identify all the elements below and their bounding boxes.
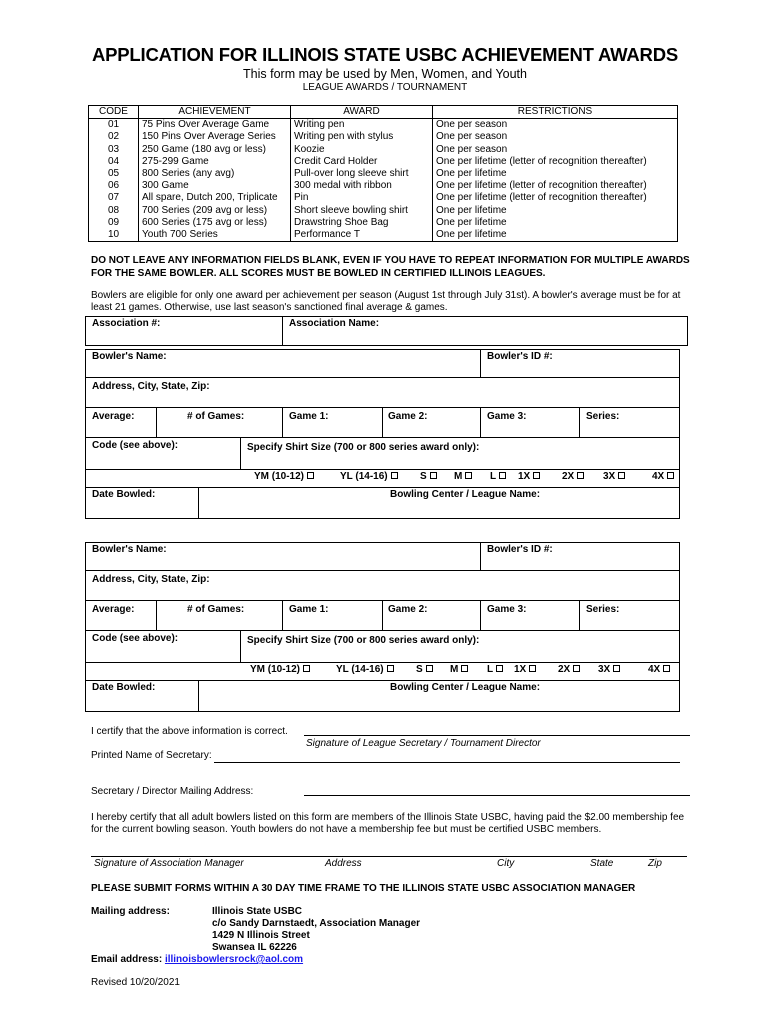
shirt-size-option[interactable] <box>562 471 584 482</box>
printed-name-label: Printed Name of Secretary: <box>91 750 212 761</box>
game2-label: Game 2: <box>388 411 428 422</box>
manager-signature-caption: Signature of Association Manager <box>94 858 244 869</box>
divider <box>382 407 383 437</box>
checkbox-icon[interactable] <box>496 665 503 672</box>
shirt-size-label: 2X <box>558 664 571 675</box>
cell-achievement: All spare, Dutch 200, Triplicate <box>139 192 291 204</box>
address-caption: Address <box>325 858 362 869</box>
divider <box>282 600 283 630</box>
divider <box>156 600 157 630</box>
game2-label: Game 2: <box>388 604 428 615</box>
certify-text: I certify that the above information is correct. <box>91 726 288 737</box>
divider <box>85 662 680 663</box>
shirt-size-label: 1X <box>514 664 527 675</box>
cell-achievement: 250 Game (180 avg or less) <box>139 144 291 156</box>
award-type-subtitle: LEAGUE AWARDS / TOURNAMENT <box>302 82 468 93</box>
cell-restrictions: One per lifetime (letter of recognition thereafter) <box>433 180 678 192</box>
eligibility-notice: Bowlers are eligible for only one award per achievement per season (August 1st through July 31st). A bowler's average must be for at least 21 games. Otherwise, use last season's sanctioned final average & games. <box>91 290 681 313</box>
divider <box>85 469 680 470</box>
shirt-size-option[interactable] <box>490 471 506 482</box>
shirt-size-label: Specify Shirt Size (700 or 800 series award only): <box>247 635 480 646</box>
cell-achievement: 800 Series (any avg) <box>139 168 291 180</box>
shirt-size-option[interactable] <box>487 664 503 675</box>
awards-table <box>88 105 678 242</box>
average-label: Average: <box>92 411 135 422</box>
mail-line-4: Swansea IL 62226 <box>212 942 297 953</box>
cell-restrictions: One per season <box>433 131 678 143</box>
cell-code: 08 <box>89 205 139 217</box>
shirt-size-option[interactable] <box>598 664 620 675</box>
bowler-id-label: Bowler's ID #: <box>487 544 553 555</box>
checkbox-icon[interactable] <box>573 665 580 672</box>
shirt-size-label: 4X <box>652 471 665 482</box>
divider <box>85 680 680 681</box>
table-row <box>89 144 678 156</box>
cell-restrictions: One per lifetime <box>433 205 678 217</box>
zip-caption: Zip <box>648 858 662 869</box>
cell-award: Pull-over long sleeve shirt <box>291 168 433 180</box>
cell-achievement: 275-299 Game <box>139 156 291 168</box>
cell-restrictions: One per lifetime <box>433 229 678 242</box>
bowler-id-field[interactable] <box>481 556 679 569</box>
code-label: Code (see above): <box>92 440 179 451</box>
checkbox-icon[interactable] <box>303 665 310 672</box>
shirt-size-option[interactable] <box>336 664 394 675</box>
divider <box>85 630 680 631</box>
shirt-size-label: YM (10-12) <box>254 471 305 482</box>
date-bowled-field[interactable] <box>86 501 197 518</box>
checkbox-icon[interactable] <box>618 472 625 479</box>
cell-achievement: 150 Pins Over Average Series <box>139 131 291 143</box>
shirt-size-label: M <box>454 471 463 482</box>
checkbox-icon[interactable] <box>426 665 433 672</box>
page-title: APPLICATION FOR ILLINOIS STATE USBC ACHIEVEMENT AWARDS <box>91 44 678 65</box>
table-row <box>89 229 678 242</box>
divider <box>480 600 481 630</box>
cell-achievement: 700 Series (209 avg or less) <box>139 205 291 217</box>
cell-achievement: 600 Series (175 avg or less) <box>139 217 291 229</box>
cell-restrictions: One per season <box>433 119 678 132</box>
bowler-id-field[interactable] <box>481 363 679 376</box>
series-label: Series: <box>586 604 620 615</box>
mailing-address-label: Secretary / Director Mailing Address: <box>91 786 254 797</box>
shirt-size-option[interactable] <box>250 664 310 675</box>
checkbox-icon[interactable] <box>533 472 540 479</box>
shirt-size-label: 2X <box>562 471 575 482</box>
divider <box>85 377 680 378</box>
shirt-size-option[interactable] <box>603 471 625 482</box>
bowling-center-field[interactable] <box>198 501 679 518</box>
mail-line-1: Illinois State USBC <box>212 906 303 917</box>
shirt-size-label: 1X <box>518 471 531 482</box>
checkbox-icon[interactable] <box>461 665 468 672</box>
code-label: Code (see above): <box>92 633 179 644</box>
cell-restrictions: One per lifetime <box>433 217 678 229</box>
cell-restrictions: One per lifetime (letter of recognition thereafter) <box>433 156 678 168</box>
cell-restrictions: One per season <box>433 144 678 156</box>
games-label: # of Games: <box>187 604 245 615</box>
table-row <box>89 192 678 204</box>
table-row <box>89 205 678 217</box>
bowler-name-field[interactable] <box>86 363 479 376</box>
association-number-field[interactable] <box>86 330 281 345</box>
divider <box>85 487 680 488</box>
bowling-center-label: Bowling Center / League Name: <box>390 489 541 500</box>
cell-code: 07 <box>89 192 139 204</box>
shirt-size-option[interactable] <box>652 471 674 482</box>
cell-achievement: 300 Game <box>139 180 291 192</box>
shirt-size-label: 3X <box>603 471 616 482</box>
shirt-size-option[interactable] <box>254 471 314 482</box>
shirt-size-option[interactable] <box>518 471 540 482</box>
table-row <box>89 119 678 132</box>
association-name-label: Association Name: <box>289 318 380 329</box>
cell-award: Pin <box>291 192 433 204</box>
cell-code: 06 <box>89 180 139 192</box>
shirt-size-option[interactable] <box>420 471 437 482</box>
divider <box>579 600 580 630</box>
submit-instructions: PLEASE SUBMIT FORMS WITHIN A 30 DAY TIME FRAME TO THE ILLINOIS STATE USBC ASSOCIATION MANAGER <box>91 883 636 894</box>
cell-award: Writing pen with stylus <box>291 131 433 143</box>
cell-code: 03 <box>89 144 139 156</box>
mail-line-2: c/o Sandy Darnstaedt, Association Manager <box>212 918 421 929</box>
cell-restrictions: One per lifetime <box>433 168 678 180</box>
shirt-size-option[interactable] <box>454 471 472 482</box>
email-label: Email address: <box>91 954 163 965</box>
checkbox-icon[interactable] <box>307 472 314 479</box>
shirt-size-label: 3X <box>598 664 611 675</box>
date-bowled-label: Date Bowled: <box>92 489 156 500</box>
shirt-size-label: M <box>450 664 459 675</box>
divider <box>156 407 157 437</box>
checkbox-icon[interactable] <box>577 472 584 479</box>
checkbox-icon[interactable] <box>529 665 536 672</box>
divider <box>85 570 680 571</box>
cell-award: Writing pen <box>291 119 433 132</box>
divider <box>382 600 383 630</box>
association-name-field[interactable] <box>283 330 687 345</box>
warning-notice: DO NOT LEAVE ANY INFORMATION FIELDS BLANK, EVEN IF YOU HAVE TO REPEAT INFORMATION FOR MULTIPLE AWARDS FOR THE SAME BOWLER. ALL SCORES MUST BE BOWLED IN CERTIFIED ILLINOIS LEAGUES. <box>91 255 690 279</box>
cell-award: Short sleeve bowling shirt <box>291 205 433 217</box>
date-bowled-label: Date Bowled: <box>92 682 156 693</box>
mail-line-3: 1429 N Illinois Street <box>212 930 310 941</box>
divider <box>85 437 680 438</box>
cell-award: Koozie <box>291 144 433 156</box>
cell-code: 05 <box>89 168 139 180</box>
bowler-name-field[interactable] <box>86 556 479 569</box>
shirt-size-label: S <box>420 471 427 482</box>
divider <box>240 437 241 469</box>
series-label: Series: <box>586 411 620 422</box>
membership-certification: I hereby certify that all adult bowlers listed on this form are members of the Illinois State USBC, having paid the $2.00 membership fee for the current bowling season. Youth bowlers do not have a membership fee but must be certified USBC members. <box>91 812 685 835</box>
state-caption: State <box>590 858 614 869</box>
address-field[interactable] <box>86 586 679 599</box>
checkbox-icon[interactable] <box>391 472 398 479</box>
date-bowled-field[interactable] <box>86 694 197 711</box>
game1-label: Game 1: <box>289 604 329 615</box>
shirt-size-label: 4X <box>648 664 661 675</box>
col-header-achievement: ACHIEVEMENT <box>139 106 291 119</box>
checkbox-icon[interactable] <box>663 665 670 672</box>
shirt-size-option[interactable] <box>648 664 670 675</box>
email-row <box>91 954 303 965</box>
table-row <box>89 131 678 143</box>
cell-award: 300 medal with ribbon <box>291 180 433 192</box>
cell-award: Performance T <box>291 229 433 242</box>
table-header-row <box>89 106 678 119</box>
games-label: # of Games: <box>187 411 245 422</box>
shirt-size-label: YL (14-16) <box>340 471 388 482</box>
cell-code: 10 <box>89 229 139 242</box>
cell-code: 01 <box>89 119 139 132</box>
table-row <box>89 156 678 168</box>
col-header-code: CODE <box>89 106 139 119</box>
game3-label: Game 3: <box>487 604 527 615</box>
checkbox-icon[interactable] <box>430 472 437 479</box>
divider <box>240 630 241 662</box>
secretary-signature-caption: Signature of League Secretary / Tournament Director <box>306 738 541 749</box>
shirt-size-label: L <box>487 664 494 675</box>
game1-label: Game 1: <box>289 411 329 422</box>
shirt-size-option[interactable] <box>450 664 468 675</box>
checkbox-icon[interactable] <box>667 472 674 479</box>
cell-code: 02 <box>89 131 139 143</box>
cell-achievement: Youth 700 Series <box>139 229 291 242</box>
bowler-id-label: Bowler's ID #: <box>487 351 553 362</box>
table-row <box>89 217 678 229</box>
mailing-address-heading: Mailing address: <box>91 906 170 917</box>
cell-code: 04 <box>89 156 139 168</box>
address-field[interactable] <box>86 393 679 406</box>
checkbox-icon[interactable] <box>387 665 394 672</box>
shirt-size-option[interactable] <box>558 664 580 675</box>
email-link[interactable]: illinoisbowlersrock@aol.com <box>164 954 304 965</box>
address-label: Address, City, State, Zip: <box>92 381 210 392</box>
association-number-label: Association #: <box>92 318 161 329</box>
shirt-size-label: S <box>416 664 423 675</box>
table-row <box>89 168 678 180</box>
bowling-center-field[interactable] <box>198 694 679 711</box>
checkbox-icon[interactable] <box>499 472 506 479</box>
cell-achievement: 75 Pins Over Average Game <box>139 119 291 132</box>
mailing-address-line[interactable] <box>304 795 690 796</box>
shirt-size-label: YL (14-16) <box>336 664 384 675</box>
shirt-size-option[interactable] <box>340 471 398 482</box>
checkbox-icon[interactable] <box>613 665 620 672</box>
revised-date: Revised 10/20/2021 <box>91 977 180 988</box>
col-header-award: AWARD <box>291 106 433 119</box>
checkbox-icon[interactable] <box>465 472 472 479</box>
table-row <box>89 180 678 192</box>
printed-name-line[interactable] <box>214 762 680 763</box>
divider <box>579 407 580 437</box>
shirt-size-option[interactable] <box>514 664 536 675</box>
shirt-size-option[interactable] <box>416 664 433 675</box>
city-caption: City <box>497 858 515 869</box>
bowling-center-label: Bowling Center / League Name: <box>390 682 541 693</box>
cell-restrictions: One per lifetime (letter of recognition thereafter) <box>433 192 678 204</box>
address-label: Address, City, State, Zip: <box>92 574 210 585</box>
divider <box>282 407 283 437</box>
bowler-name-label: Bowler's Name: <box>92 351 167 362</box>
secretary-signature-line[interactable] <box>304 735 690 736</box>
divider <box>480 407 481 437</box>
bowler-name-label: Bowler's Name: <box>92 544 167 555</box>
average-label: Average: <box>92 604 135 615</box>
manager-signature-line[interactable] <box>91 856 687 857</box>
col-header-restrictions: RESTRICTIONS <box>433 106 678 119</box>
cell-code: 09 <box>89 217 139 229</box>
page-subtitle: This form may be used by Men, Women, and Youth <box>243 67 527 81</box>
game3-label: Game 3: <box>487 411 527 422</box>
shirt-size-label: L <box>490 471 497 482</box>
shirt-size-label: Specify Shirt Size (700 or 800 series award only): <box>247 442 480 453</box>
cell-award: Credit Card Holder <box>291 156 433 168</box>
shirt-size-label: YM (10-12) <box>250 664 301 675</box>
cell-award: Drawstring Shoe Bag <box>291 217 433 229</box>
